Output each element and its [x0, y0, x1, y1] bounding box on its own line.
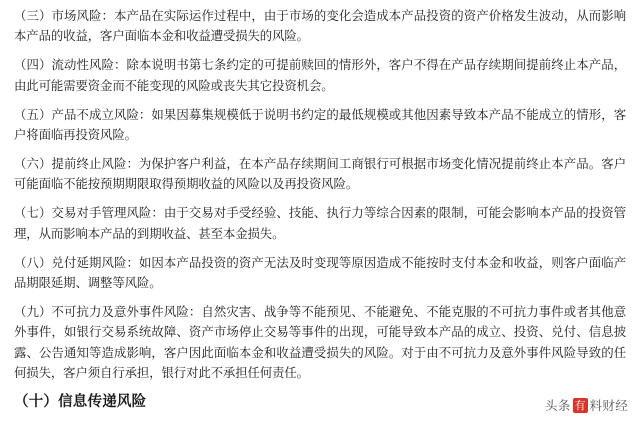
section-heading-information-transmission-risk: （十）信息传递风险	[14, 393, 147, 410]
paragraph-early-termination-risk: （六）提前终止风险：为保护客户利益，在本产品存续期间工商银行可根据市场变化情况提前终止本产品。客户可能面临不能按预期期限取得预期收益的风险以及再投资风险。	[14, 155, 626, 192]
watermark-badge: 有	[574, 398, 586, 412]
watermark	[545, 396, 628, 414]
watermark-suffix: 料财经	[589, 398, 628, 413]
paragraph-payment-delay-risk: （八）兑付延期风险：如因本产品投资的资产无法及时变现等原因造成不能按时支付本金和收益，则客户面临产品期限延期、调整等风险。	[14, 254, 626, 290]
watermark-prefix: 头条	[544, 398, 571, 413]
paragraph-market-risk: （三）市场风险：本产品在实际运作过程中，由于市场的变化会造成本产品投资的资产价格发生波动，从而影响本产品的收益，客户面临本金和收益遭受损失的风险。	[14, 8, 626, 44]
paragraph-nonestablishment-risk: （五）产品不成立风险：如果因募集规模低于说明书约定的最低规模或其他因素导致本产品不能成立的情形，客户将面临再投资风险。	[14, 106, 626, 143]
paragraph-counterparty-risk: （七）交易对手管理风险：由于交易对手受经验、技能、执行力等综合因素的限制，可能会影响本产品的投资管理，从而影响本产品的到期收益、甚至本金损失。	[14, 205, 626, 241]
paragraph-liquidity-risk: （四）流动性风险：除本说明书第七条约定的可提前赎回的情形外，客户不得在产品存续期间提前终止本产品，由此可能需要资金而不能变现的风险或丧失其它投资机会。	[14, 57, 626, 93]
paragraph-force-majeure-risk: （九）不可抗力及意外事件风险：自然灾害、战争等不能预见、不能避免、不能克服的不可抗力事件或者其他意外事件，如银行交易系统故障、资产市场停止交易等事件的出现，可能导致本产品的成立、投资、兑付、信息披露、公告通知等造成影响，客户因此面临本金和收益遭受损失的风险。对于由不可抗力及意外事件风险导致的任何损失，客户须自行承担，银行对此不承担任何责任。	[14, 303, 626, 381]
